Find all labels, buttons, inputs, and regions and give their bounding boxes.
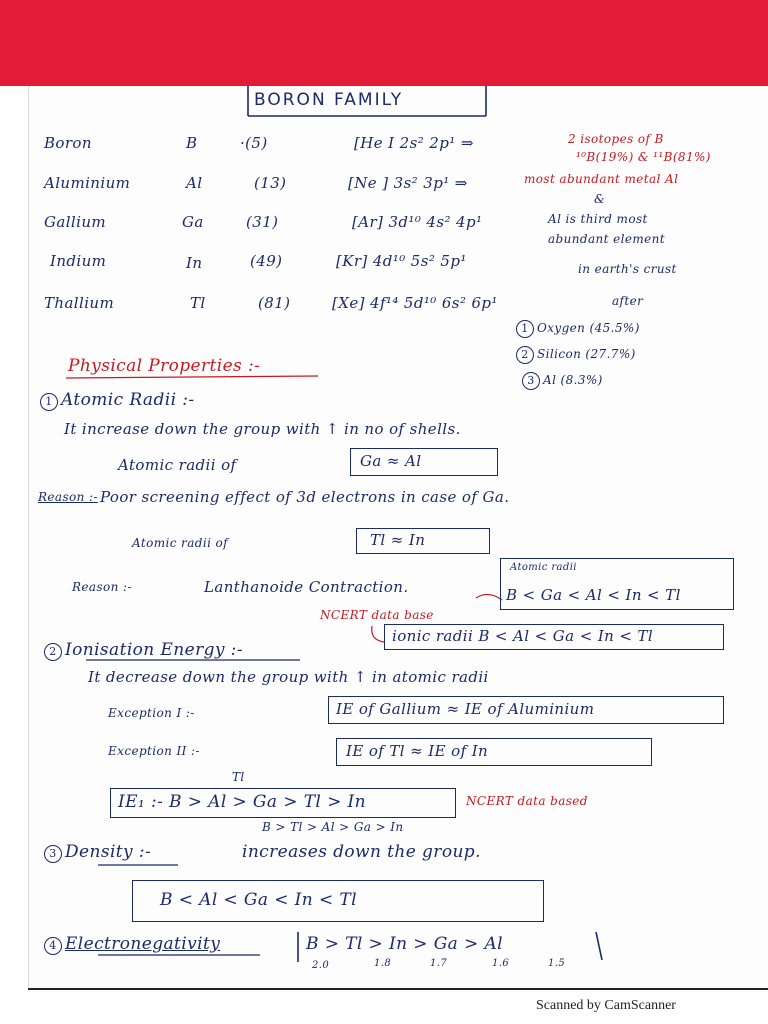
element-name: Gallium — [44, 213, 107, 231]
atomic-number: (49) — [250, 252, 283, 270]
en-value: 1.6 — [492, 958, 510, 969]
al-third-note: abundant element — [548, 232, 665, 246]
atomic-radii-order: B < Ga < Al < In < Tl — [506, 586, 681, 604]
ie1-order: IE₁ :- B > Al > Ga > Tl > In — [118, 792, 366, 812]
atomic-number: (13) — [254, 174, 287, 192]
abundance-silicon: 2 Silicon (27.7%) — [516, 346, 636, 364]
tl-radii-label: Atomic radii of — [132, 536, 228, 550]
atomic-number: ·(5) — [240, 134, 268, 152]
isotopes: ¹⁰B(19%) & ¹¹B(81%) — [576, 150, 711, 164]
ampersand: & — [594, 192, 606, 206]
tl-note: Tl — [232, 770, 245, 784]
ga-radii-label: Atomic radii of — [118, 456, 237, 474]
ncert-note: NCERT data based — [466, 794, 588, 808]
element-name: Indium — [50, 252, 107, 270]
exception-2-label: Exception II :- — [108, 744, 200, 758]
ie1-corrected: B > Tl > Al > Ga > In — [262, 820, 404, 834]
atomic-radii-heading: 1 Atomic Radii :- — [40, 390, 194, 411]
ga-al-relation: Ga ≈ Al — [360, 452, 422, 470]
ionisation-trend: It decrease down the group with ↑ in atomic radii — [88, 668, 489, 686]
en-value: 1.7 — [430, 958, 448, 969]
element-name: Aluminium — [44, 174, 131, 192]
abundance-oxygen: 1 Oxygen (45.5%) — [516, 320, 640, 338]
electron-config: [Xe] 4f¹⁴ 5d¹⁰ 6s² 6p¹ — [332, 294, 498, 312]
element-symbol: In — [186, 254, 203, 272]
abundance-aluminium: 3 Al (8.3%) — [522, 372, 603, 390]
scanner-footer: Scanned by CamScanner — [536, 998, 676, 1013]
reason-screening: Poor screening effect of 3d electrons in case of Ga. — [100, 488, 510, 506]
atomic-radii-trend: It increase down the group with ↑ in no of shells. — [64, 420, 461, 438]
en-value: 1.8 — [374, 958, 392, 969]
tl-in-relation: Tl ≈ In — [370, 531, 426, 549]
reason-label: Reason :- — [72, 580, 132, 594]
element-symbol: Ga — [182, 213, 204, 231]
element-name: Boron — [44, 134, 92, 152]
electron-config: [Ar] 3d¹⁰ 4s² 4p¹ — [352, 213, 483, 231]
isotopes-title: 2 isotopes of B — [568, 132, 664, 146]
electronegativity-heading: 4 Electronegativity — [44, 934, 220, 955]
reason-lanthanoide: Lanthanoide Contraction. — [204, 578, 409, 596]
physical-properties-heading: Physical Properties :- — [68, 356, 261, 376]
ncert-note: NCERT data base — [320, 608, 434, 622]
page-title: BORON FAMILY — [254, 90, 404, 110]
electronegativity-order: B > Tl > In > Ga > Al — [306, 934, 503, 954]
density-heading: 3 Density :- — [44, 842, 151, 863]
density-trend: increases down the group. — [242, 842, 481, 862]
element-symbol: Tl — [190, 294, 206, 312]
ionic-radii-order: ionic radii B < Al < Ga < In < Tl — [392, 627, 654, 645]
element-name: Thallium — [44, 294, 115, 312]
electron-config: [Kr] 4d¹⁰ 5s² 5p¹ — [336, 252, 467, 270]
reason-label: Reason :- — [38, 490, 98, 504]
en-value: 2.0 — [312, 960, 330, 971]
atomic-radii-order-title: Atomic radii — [510, 562, 577, 573]
al-third-note: after — [612, 294, 644, 308]
density-order: B < Al < Ga < In < Tl — [160, 890, 357, 910]
element-symbol: B — [186, 134, 198, 152]
al-third-note: in earth's crust — [578, 262, 677, 276]
electron-config: [Ne ] 3s² 3p¹ ⇒ — [348, 174, 468, 192]
exception-2: IE of Tl ≈ IE of In — [346, 742, 489, 760]
atomic-number: (31) — [246, 213, 279, 231]
electron-config: [He I 2s² 2p¹ ⇒ — [354, 134, 474, 152]
en-value: 1.5 — [548, 958, 566, 969]
exception-1-label: Exception I :- — [108, 706, 195, 720]
page-bottom-line — [28, 988, 768, 990]
element-symbol: Al — [186, 174, 203, 192]
atomic-number: (81) — [258, 294, 291, 312]
exception-1: IE of Gallium ≈ IE of Aluminium — [336, 700, 595, 718]
ionisation-energy-heading: 2 Ionisation Energy :- — [44, 640, 243, 661]
most-abundant-note: most abundant metal Al — [524, 172, 679, 186]
al-third-note: Al is third most — [548, 212, 648, 226]
